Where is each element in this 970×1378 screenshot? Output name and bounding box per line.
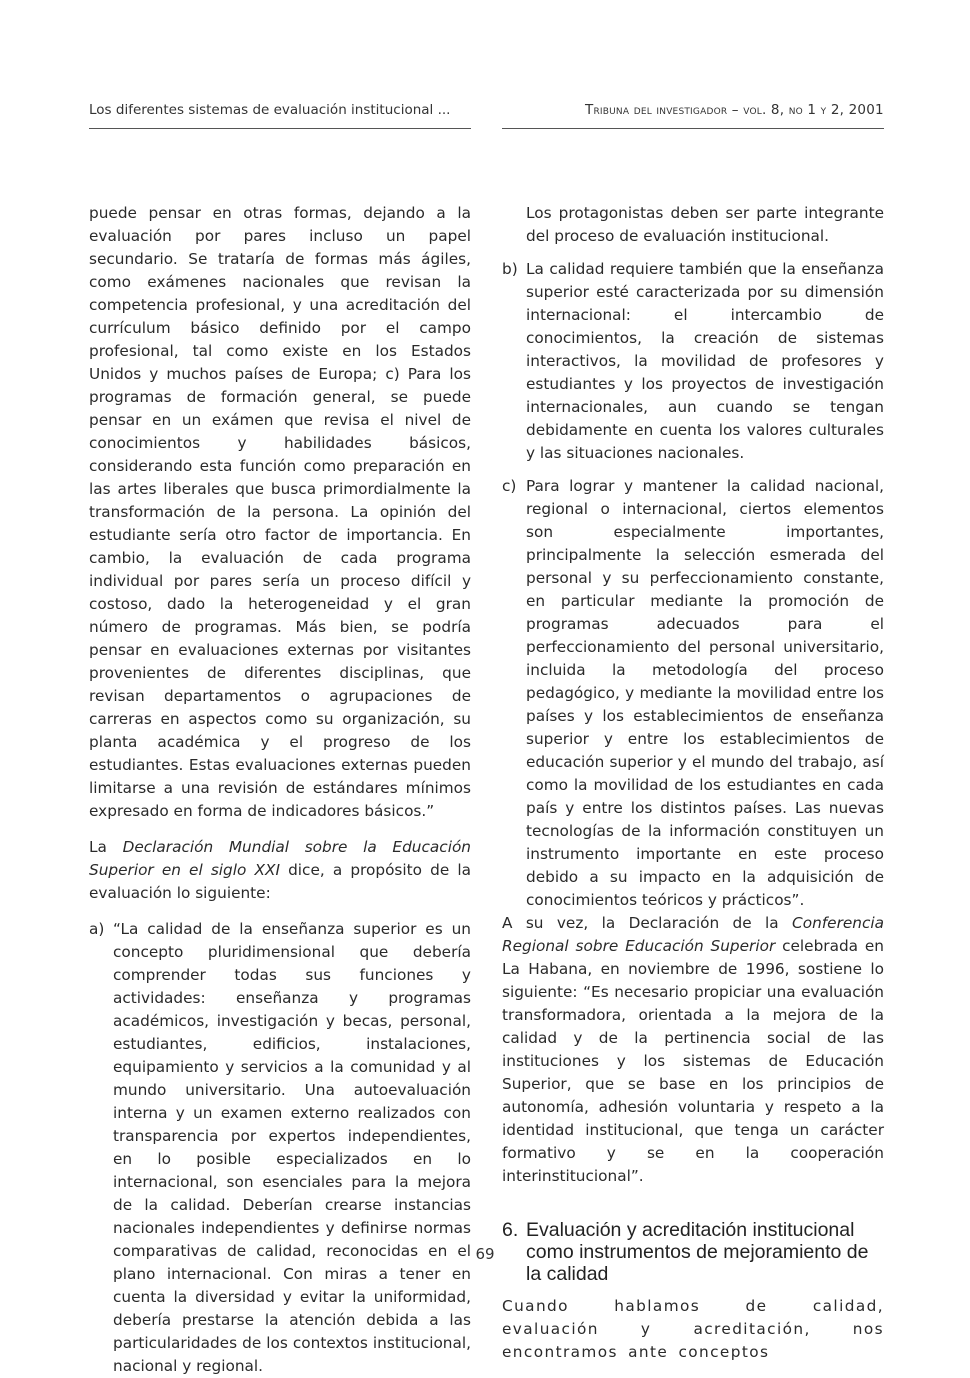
list-item-b: [502, 258, 884, 465]
text-run: A su vez, la Declaración de la: [502, 914, 793, 932]
text-run: celebrada en La Habana, en noviembre de 1996, sostiene lo siguiente: “Es necesario propiciar una evaluación transformadora, orientada a la mejora de la calidad y de la pertinencia social de las instituciones y los sistemas de Educación Superior, que se base en los principios de autonomía, adhesión voluntaria y respeto a la identidad institucional, que tenga un carácter formativo y se en la cooperación interinstitucional”.: [502, 937, 884, 1185]
conference-title: Conferencia Regional sobre Educación Superior: [502, 914, 884, 955]
paragraph-declaracion-mundial: [89, 836, 471, 905]
section-number: 6.: [502, 1219, 519, 1241]
running-head-title: Los diferentes sistemas de evaluación institucional ...: [89, 102, 451, 118]
list-marker: c): [502, 477, 517, 495]
section-title: Evaluación y acreditación institucional como instrumentos de mejoramiento de la calidad: [526, 1219, 869, 1285]
text-run: La: [89, 838, 123, 856]
paragraph-peer-evaluation: puede pensar en otras formas, dejando a la evaluación por pares incluso un papel secundario. Se trataría de formas más ágiles, como exámenes nacionales que revisan la competencia profesional, y una acreditación del currículum básico definido por el campo profesional, tal como existe en los Estados Unidos y muchos países de Europa; c) Para los programas de formación general, se puede pensar en un exámen que revisa el nivel de conocimientos y habilidades básicos, considerando esta función como preparación en las artes liberales que busca primordialmente la transformación de la persona. La opinión del estudiante sería otro factor de importancia. En cambio, la evaluación de cada programa individual por pares sería un proceso difícil y costoso, dado la heterogeneidad y el gran número de programas. Más bien, se podría pensar en evaluaciones externas por visitantes provenientes de diferentes disciplinas, que revisan departamentos o agrupaciones de carreras en aspectos como su organización, su planta académica y el progreso de los estudiantes. Estas evaluaciones externas pueden limitarse a una revisión de estándares mínimos expresado en forma de indicadores básicos.”: [89, 204, 471, 820]
header-rule-left: [89, 128, 471, 129]
list-item-text: “La calidad de la enseñanza superior es un concepto pluridimensional que debería comprender todas sus funciones y actividades: enseñanza y programas académicos, investigación y becas, personal, estudiantes, edificios, instalaciones, equipamiento y servicios a la comunidad y al mundo universitario. Una autoevaluación interna y un examen externo realizados con transparencia por expertos independientes, en lo posible especializados en lo internacional, son esenciales para la mejora de la calidad. Deberían crearse instancias nacionales independientes y definirse normas comparativas de calidad, reconocidas en el plano internacional. Con miras a tener en cuenta la diversidad y evitar la uniformidad, debería prestarse la atención debida a las particularidades de los contextos institucional, nacional y regional.: [113, 920, 471, 1375]
list-marker: a): [89, 920, 105, 938]
header-rule-right: [502, 128, 884, 129]
paragraph-section-intro: Cuando hablamos de calidad, evaluación y acreditación, nos encontramos ante conceptos: [502, 1297, 884, 1361]
list-item-c: [502, 475, 884, 912]
right-column: [502, 202, 884, 1364]
list-item-text: La calidad requiere también que la enseñanza superior esté caracterizada por su dimensión internacional: el intercambio de conocimientos, la creación de sistemas interactivos, la movilidad de profesores y estudiantes y los proyectos de investigación internacionales, aun cuando se tengan debidamente en cuenta los valores culturales y las situaciones nacionales.: [526, 260, 884, 462]
list-item-text: Para lograr y mantener la calidad nacional, regional o internacional, ciertos elementos son especialmente importantes, principalmente la selección esmerada del personal y su perfeccionamiento constante, en particular mediante la promoción de programas adecuados para el perfeccionamiento del personal universitario, incluida la metodología del proceso pedagógico, y mediante la movilidad entre los países y los establecimientos de enseñanza superior y entre los establecimientos de educación superior y el mundo del trabajo, así como la movilidad de los estudiantes en cada país y entre los distintos países. Las nuevas tecnologías de la información constituyen un instrumento importante en este proceso debido a su impacto en la adquisición de conocimientos teóricos y prácticos”.: [526, 477, 884, 909]
paragraph-conferencia-regional: [502, 912, 884, 1188]
running-head-journal: Tribuna del investigador – vol. 8, no 1 y 2, 2001: [585, 102, 884, 118]
list-item-a-continuation: Los protagonistas deben ser parte integrante del proceso de evaluación institucional.: [526, 204, 884, 245]
list-marker: b): [502, 260, 518, 278]
declaration-title: Declaración Mundial sobre la Educación Superior en el siglo XXI: [89, 838, 471, 879]
page-number: 69: [475, 1245, 495, 1263]
left-column: [89, 202, 471, 1378]
list-item-a: [89, 918, 471, 1378]
text-run: dice, a propósito de la evaluación lo siguiente:: [89, 861, 471, 902]
